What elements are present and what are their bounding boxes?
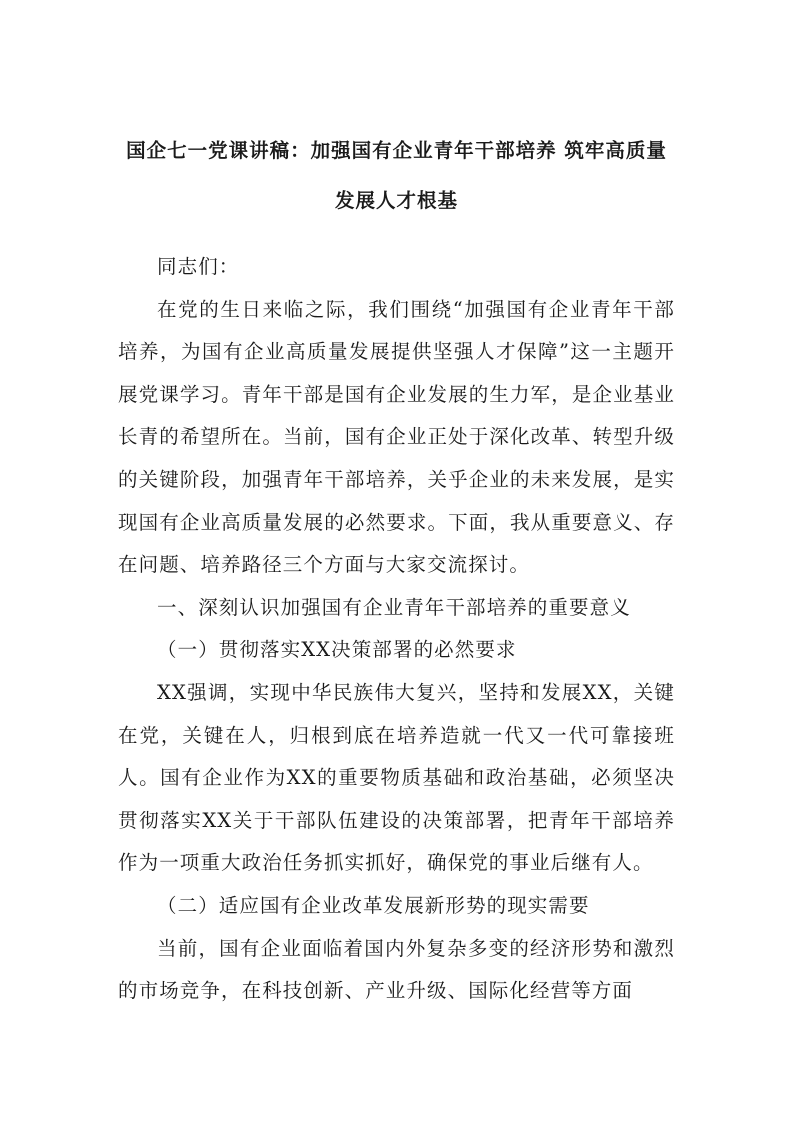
salutation: 同志们：: [157, 255, 240, 278]
subsection-heading-1: （一）贯彻落实XX决策部署的必然要求: [157, 638, 517, 662]
section-heading-1: 一、深刻认识加强国有企业青年干部培养的重要意义: [157, 595, 631, 619]
document-title: 国企七一党课讲稿：加强国有企业青年干部培养 筑牢高质量发展人才根基: [126, 139, 667, 212]
paragraph-1: XX强调，实现中华民族伟大复兴，坚持和发展XX，关键在党，关键在人，归根到底在培养造就一代又一代可靠接班人。国有企业作为XX的重要物质基础和政治基础，必须坚决贯彻落实XX关于干部队伍建设的决策部署，把青年干部培养作为一项重大政治任务抓实抓好，确保党的事业后继有人。: [118, 680, 675, 875]
intro-paragraph: 在党的生日来临之际，我们围绕“加强国有企业青年干部培养，为国有企业高质量发展提供坚强人才保障”这一主题开展党课学习。青年干部是国有企业发展的生力军，是企业基业长青的希望所在。当前，国有企业正处于深化改革、转型升级的关键阶段，加强青年干部培养，关乎企业的未来发展，是实现国有企业高质量发展的必然要求。下面，我从重要意义、存在问题、培养路径三个方面与大家交流探讨。: [118, 297, 675, 577]
subsection-heading-2: （二）适应国有企业改革发展新形势的现实需要: [157, 893, 590, 917]
document-body: [118, 246, 675, 1013]
paragraph-2: 当前，国有企业面临着国内外复杂多变的经济形势和激烈的市场竞争，在科技创新、产业升级、国际化经营等方面: [118, 936, 675, 1003]
